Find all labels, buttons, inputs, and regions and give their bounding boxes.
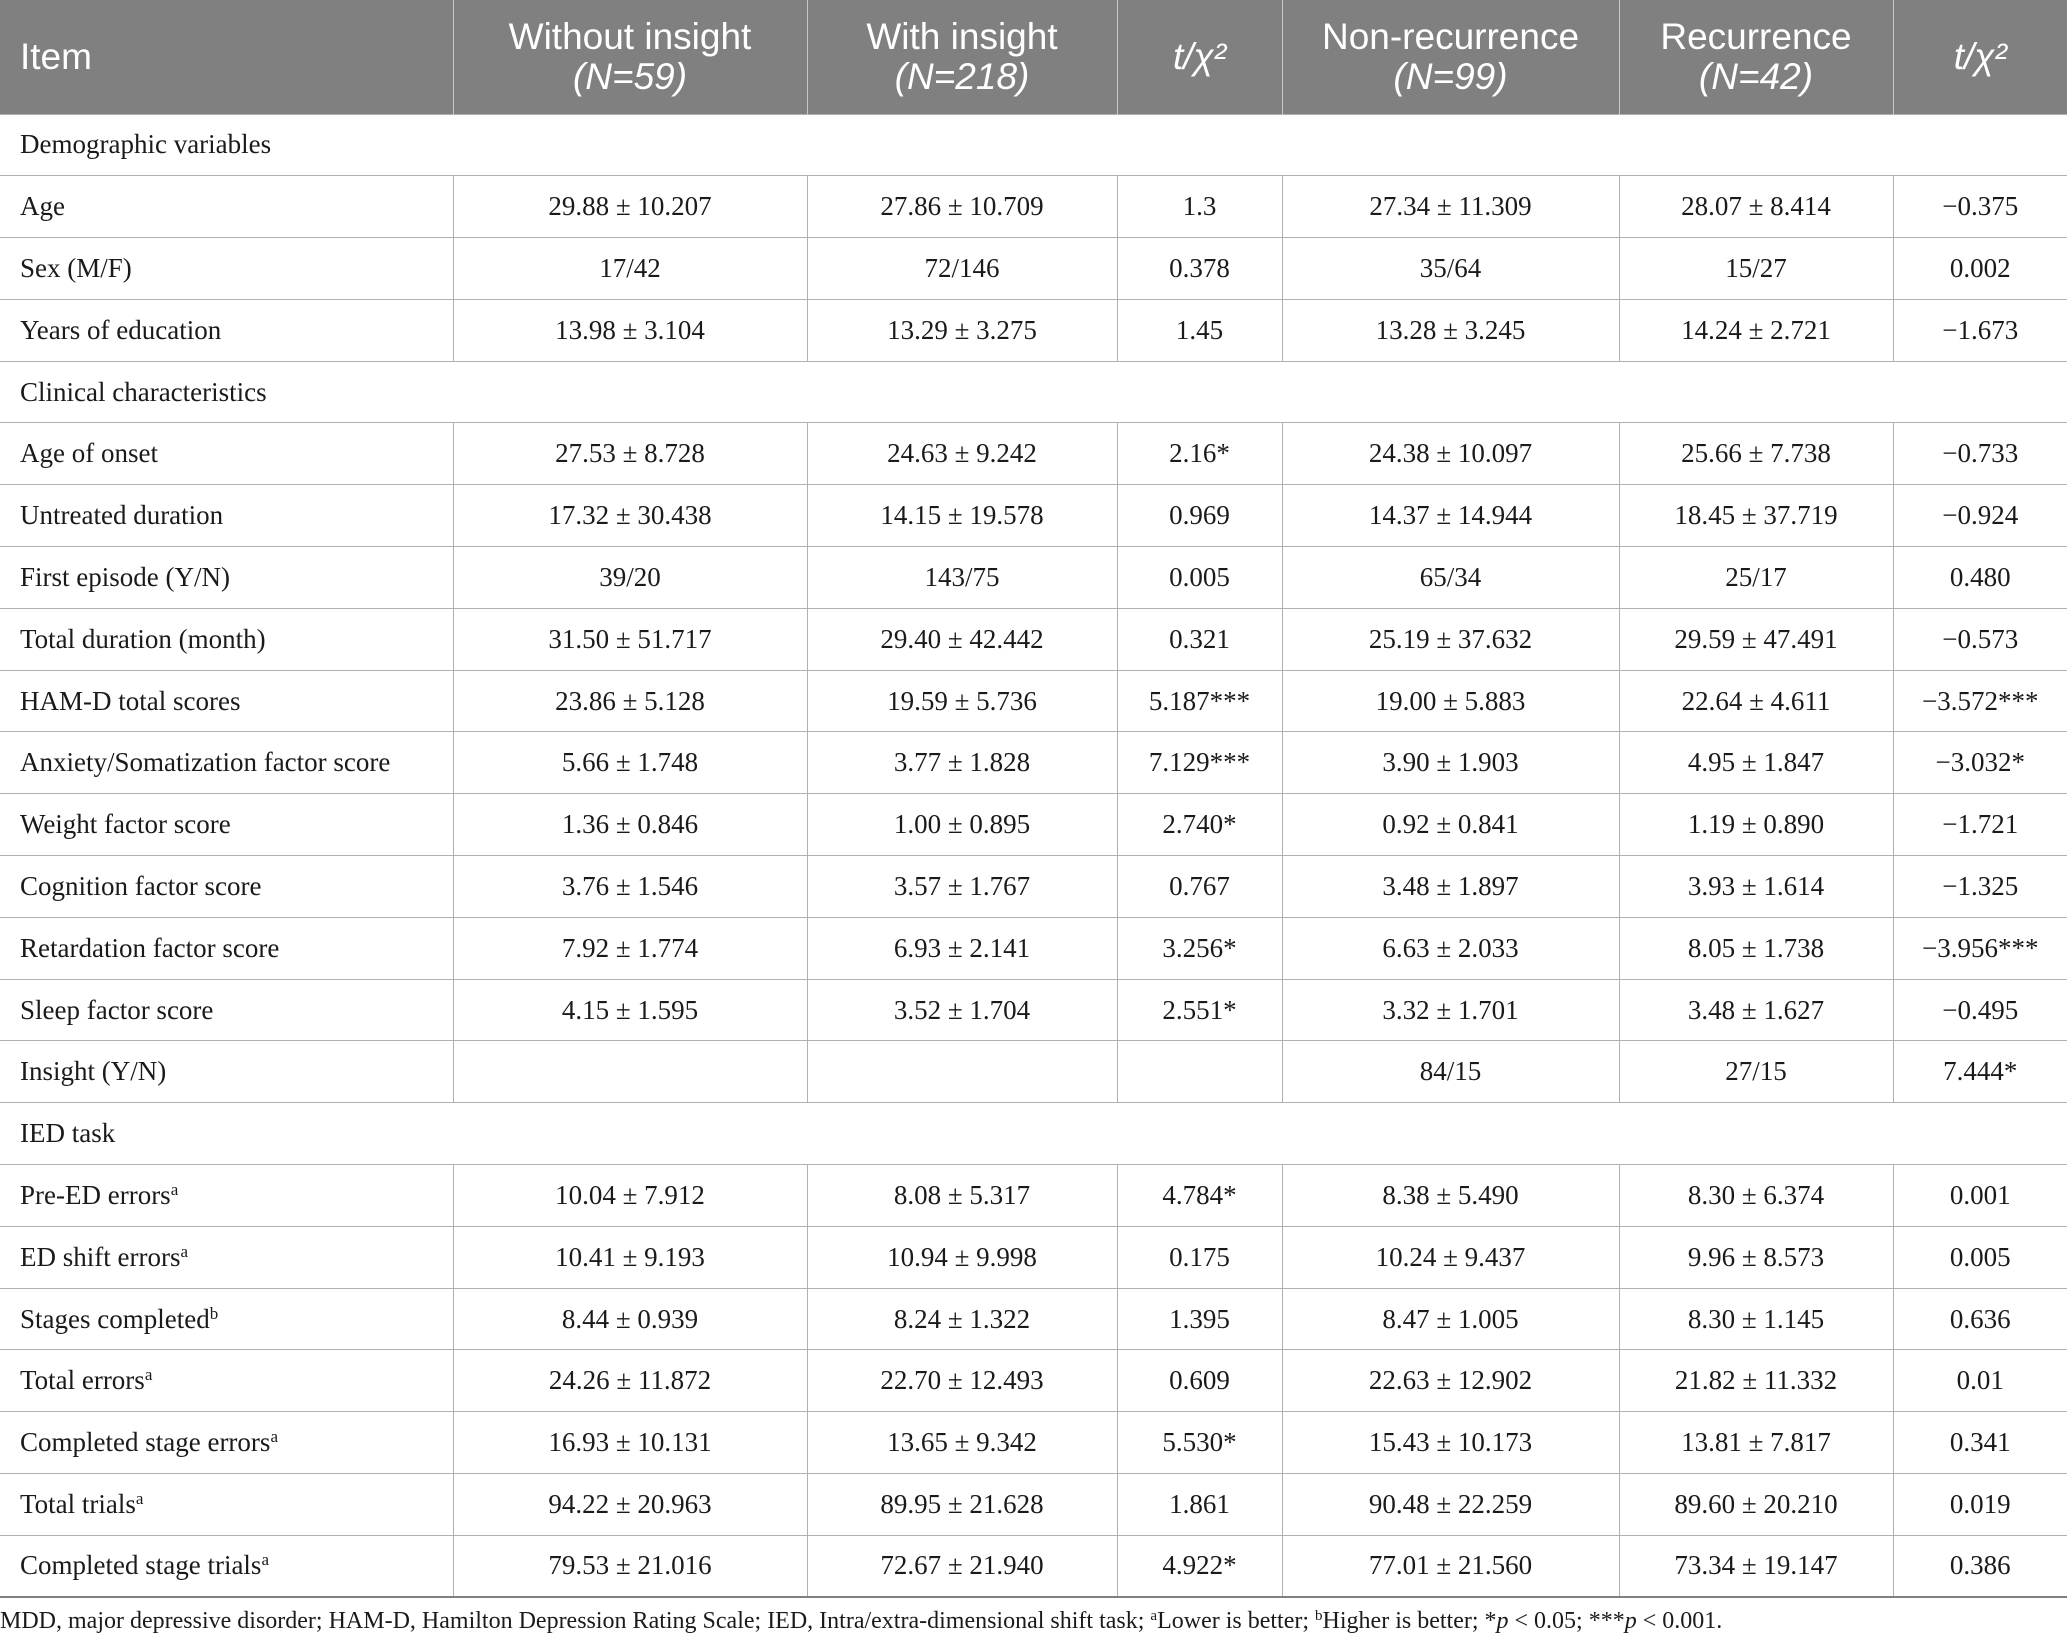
row-label (0, 547, 453, 609)
row-label (0, 176, 453, 238)
row-label-text: HAM-D total scores (20, 685, 241, 716)
footnote-p1-text: < 0.05; *** (1508, 1608, 1625, 1634)
table-row (0, 1474, 2067, 1536)
header-non-recurrence: Non-recurrence (N=99) (1282, 0, 1619, 114)
table-cell: 23.86 ± 5.128 (453, 670, 807, 732)
table-cell: 0.175 (1117, 1226, 1282, 1288)
row-label-text: First episode (Y/N) (20, 561, 230, 592)
table-cell: 3.90 ± 1.903 (1282, 732, 1619, 794)
table-row (0, 1412, 2067, 1474)
table-cell: 8.30 ± 6.374 (1619, 1165, 1893, 1227)
table-row (0, 856, 2067, 918)
table-cell: 27.86 ± 10.709 (807, 176, 1117, 238)
row-label (0, 856, 453, 918)
row-label-superscript: b (209, 1303, 219, 1323)
table-cell: −0.495 (1893, 979, 2067, 1041)
table-footnote (0, 1608, 2067, 1635)
table-cell: 9.96 ± 8.573 (1619, 1226, 1893, 1288)
table-cell: 77.01 ± 21.560 (1282, 1535, 1619, 1597)
table-cell: 13.28 ± 3.245 (1282, 299, 1619, 361)
table-cell: −1.325 (1893, 856, 2067, 918)
row-label-text: Total errors (20, 1365, 145, 1396)
table-cell: 1.19 ± 0.890 (1619, 794, 1893, 856)
table-cell: 84/15 (1282, 1041, 1619, 1103)
table-cell: 24.26 ± 11.872 (453, 1350, 807, 1412)
footnote-sup-a: a (1150, 1608, 1158, 1624)
table-cell: 89.95 ± 21.628 (807, 1474, 1117, 1536)
table-cell: 1.861 (1117, 1474, 1282, 1536)
row-label (0, 1474, 453, 1536)
row-label-text: Total trials (20, 1488, 136, 1519)
footnote-p-symbol: p (1624, 1608, 1637, 1634)
table-cell: 4.15 ± 1.595 (453, 979, 807, 1041)
row-label-superscript: a (144, 1365, 153, 1385)
row-label (0, 1412, 453, 1474)
header-with-insight: With insight (N=218) (807, 0, 1117, 114)
table-row (0, 1535, 2067, 1597)
table-cell: 8.38 ± 5.490 (1282, 1165, 1619, 1227)
table-row (0, 1350, 2067, 1412)
footnote-p-symbol: p (1496, 1608, 1509, 1634)
table-cell: −1.673 (1893, 299, 2067, 361)
footnote-a-text: Lower is better; (1157, 1608, 1316, 1634)
table-row (0, 1288, 2067, 1350)
table-cell: 143/75 (807, 547, 1117, 609)
table-cell: 22.63 ± 12.902 (1282, 1350, 1619, 1412)
table-cell: 0.341 (1893, 1412, 2067, 1474)
table-cell: 0.609 (1117, 1350, 1282, 1412)
row-label-superscript: a (170, 1179, 179, 1199)
table-cell: 22.64 ± 4.611 (1619, 670, 1893, 732)
row-label-text: Years of education (20, 314, 222, 345)
table-cell: 13.29 ± 3.275 (807, 299, 1117, 361)
row-label-text: Weight factor score (20, 809, 231, 840)
table-cell: 0.001 (1893, 1165, 2067, 1227)
table-cell: 1.45 (1117, 299, 1282, 361)
table-cell: −0.375 (1893, 176, 2067, 238)
table-cell: 24.38 ± 10.097 (1282, 423, 1619, 485)
row-label (0, 670, 453, 732)
table-row (0, 917, 2067, 979)
table-cell: 3.77 ± 1.828 (807, 732, 1117, 794)
table-cell: 27.53 ± 8.728 (453, 423, 807, 485)
section-label: Demographic variables (0, 114, 2067, 176)
table-cell (807, 1041, 1117, 1103)
table-row (0, 299, 2067, 361)
row-label-text: Total duration (month) (20, 623, 266, 654)
table-cell: 89.60 ± 20.210 (1619, 1474, 1893, 1536)
row-label-text: Retardation factor score (20, 932, 280, 963)
row-label-text: Pre-ED errors (20, 1179, 171, 1210)
table-cell: 3.93 ± 1.614 (1619, 856, 1893, 918)
table-row (0, 547, 2067, 609)
table-cell: 25.66 ± 7.738 (1619, 423, 1893, 485)
table-cell: 0.480 (1893, 547, 2067, 609)
table-cell: 3.76 ± 1.546 (453, 856, 807, 918)
table-cell: 14.15 ± 19.578 (807, 485, 1117, 547)
section-row (0, 1103, 2067, 1165)
table-cell: 94.22 ± 20.963 (453, 1474, 807, 1536)
table-cell: 3.52 ± 1.704 (807, 979, 1117, 1041)
table-cell: 1.36 ± 0.846 (453, 794, 807, 856)
table-row (0, 794, 2067, 856)
table-cell: 0.636 (1893, 1288, 2067, 1350)
row-label (0, 1350, 453, 1412)
table-cell: 72/146 (807, 238, 1117, 300)
table-cell: 2.551* (1117, 979, 1282, 1041)
row-label-text: Sleep factor score (20, 994, 214, 1025)
table-cell: 10.94 ± 9.998 (807, 1226, 1117, 1288)
row-label (0, 794, 453, 856)
header-stat-1: t/χ² (1117, 0, 1282, 114)
row-label (0, 1288, 453, 1350)
table-cell: 25.19 ± 37.632 (1282, 608, 1619, 670)
table-cell: 1.00 ± 0.895 (807, 794, 1117, 856)
table-cell: −0.733 (1893, 423, 2067, 485)
table-cell: 19.00 ± 5.883 (1282, 670, 1619, 732)
section-label: IED task (0, 1103, 2067, 1165)
row-label-text: Age (20, 191, 65, 222)
footnote-main: MDD, major depressive disorder; HAM-D, Hamilton Depression Rating Scale; IED, Intra/extra-dimensional shift task; (0, 1608, 1151, 1634)
row-label-text: Untreated duration (20, 500, 224, 531)
table-cell: 3.256* (1117, 917, 1282, 979)
header-stat-2: t/χ² (1893, 0, 2067, 114)
table-cell: 8.44 ± 0.939 (453, 1288, 807, 1350)
table-cell: 90.48 ± 22.259 (1282, 1474, 1619, 1536)
table-cell: 0.005 (1893, 1226, 2067, 1288)
header-item: Item (0, 0, 453, 114)
table-cell: 21.82 ± 11.332 (1619, 1350, 1893, 1412)
table-cell: 14.37 ± 14.944 (1282, 485, 1619, 547)
table-row (0, 732, 2067, 794)
header-without-insight: Without insight (N=59) (453, 0, 807, 114)
table-row (0, 423, 2067, 485)
table-cell: −1.721 (1893, 794, 2067, 856)
table-cell: 6.93 ± 2.141 (807, 917, 1117, 979)
table-cell: 4.784* (1117, 1165, 1282, 1227)
table-cell: 2.16* (1117, 423, 1282, 485)
table-cell: 14.24 ± 2.721 (1619, 299, 1893, 361)
table-cell: 17.32 ± 30.438 (453, 485, 807, 547)
table-row (0, 485, 2067, 547)
table-cell: 5.66 ± 1.748 (453, 732, 807, 794)
table-cell: 0.386 (1893, 1535, 2067, 1597)
table-cell: 2.740* (1117, 794, 1282, 856)
table-cell: 7.444* (1893, 1041, 2067, 1103)
table-cell: 0.002 (1893, 238, 2067, 300)
table-cell: 0.767 (1117, 856, 1282, 918)
row-label (0, 979, 453, 1041)
table-cell: 1.395 (1117, 1288, 1282, 1350)
table-cell: −3.032* (1893, 732, 2067, 794)
table-cell: 17/42 (453, 238, 807, 300)
table-cell: 72.67 ± 21.940 (807, 1535, 1117, 1597)
table-cell: 29.59 ± 47.491 (1619, 608, 1893, 670)
section-row (0, 114, 2067, 176)
row-label-superscript: a (180, 1241, 189, 1261)
table-cell: 3.57 ± 1.767 (807, 856, 1117, 918)
row-label (0, 1535, 453, 1597)
row-label (0, 1165, 453, 1227)
table-cell: 39/20 (453, 547, 807, 609)
table-cell: 31.50 ± 51.717 (453, 608, 807, 670)
table-cell: 6.63 ± 2.033 (1282, 917, 1619, 979)
table-cell: 8.05 ± 1.738 (1619, 917, 1893, 979)
table-cell: 16.93 ± 10.131 (453, 1412, 807, 1474)
table-header (0, 0, 2067, 114)
row-label (0, 732, 453, 794)
section-row (0, 361, 2067, 423)
table-cell: 0.378 (1117, 238, 1282, 300)
row-label-superscript: a (270, 1427, 278, 1447)
table-cell: 13.98 ± 3.104 (453, 299, 807, 361)
row-label-text: Stages completed (20, 1303, 210, 1334)
table-row (0, 238, 2067, 300)
table-cell: 24.63 ± 9.242 (807, 423, 1117, 485)
row-label-text: ED shift errors (20, 1241, 181, 1272)
table-cell: 0.92 ± 0.841 (1282, 794, 1619, 856)
table-cell: 19.59 ± 5.736 (807, 670, 1117, 732)
row-label-text: Anxiety/Somatization factor score (20, 747, 391, 778)
table-cell: 10.41 ± 9.193 (453, 1226, 807, 1288)
section-label: Clinical characteristics (0, 361, 2067, 423)
table-cell: 3.48 ± 1.627 (1619, 979, 1893, 1041)
table-cell: 15.43 ± 10.173 (1282, 1412, 1619, 1474)
header-recurrence: Recurrence (N=42) (1619, 0, 1893, 114)
footnote-sup-b: b (1315, 1608, 1323, 1624)
table-cell: −3.956*** (1893, 917, 2067, 979)
table-cell: 4.95 ± 1.847 (1619, 732, 1893, 794)
table-row (0, 176, 2067, 238)
table-cell: 10.24 ± 9.437 (1282, 1226, 1619, 1288)
table-row (0, 608, 2067, 670)
table-cell (1117, 1041, 1282, 1103)
table-cell: 13.81 ± 7.817 (1619, 1412, 1893, 1474)
table-cell: 8.47 ± 1.005 (1282, 1288, 1619, 1350)
header-row (0, 0, 2067, 114)
table-cell: 1.3 (1117, 176, 1282, 238)
table-cell: 27.34 ± 11.309 (1282, 176, 1619, 238)
table-cell: 8.24 ± 1.322 (807, 1288, 1117, 1350)
table-row (0, 979, 2067, 1041)
table-cell: 3.32 ± 1.701 (1282, 979, 1619, 1041)
table-cell: 73.34 ± 19.147 (1619, 1535, 1893, 1597)
table-cell: −0.573 (1893, 608, 2067, 670)
row-label-superscript: a (261, 1550, 269, 1570)
table-cell: 65/34 (1282, 547, 1619, 609)
row-label (0, 299, 453, 361)
table-cell: 7.129*** (1117, 732, 1282, 794)
row-label-text: Cognition factor score (20, 870, 262, 901)
table-cell: 0.019 (1893, 1474, 2067, 1536)
table-cell: 15/27 (1619, 238, 1893, 300)
row-label (0, 485, 453, 547)
table-cell: 8.08 ± 5.317 (807, 1165, 1117, 1227)
table-cell: 18.45 ± 37.719 (1619, 485, 1893, 547)
table-cell: 0.321 (1117, 608, 1282, 670)
table-row (0, 1165, 2067, 1227)
table-cell: 13.65 ± 9.342 (807, 1412, 1117, 1474)
row-label-text: Completed stage trials (20, 1550, 262, 1581)
table-cell: 22.70 ± 12.493 (807, 1350, 1117, 1412)
row-label (0, 238, 453, 300)
row-label-text: Sex (M/F) (20, 252, 132, 283)
table-cell: −3.572*** (1893, 670, 2067, 732)
table-cell: 0.01 (1893, 1350, 2067, 1412)
row-label-text: Age of onset (20, 438, 158, 469)
row-label (0, 1041, 453, 1103)
row-label (0, 1226, 453, 1288)
table-cell: 28.07 ± 8.414 (1619, 176, 1893, 238)
row-label (0, 917, 453, 979)
footnote-p2-text: < 0.001. (1636, 1608, 1723, 1634)
table-cell: −0.924 (1893, 485, 2067, 547)
table-cell: 29.40 ± 42.442 (807, 608, 1117, 670)
table-row (0, 1041, 2067, 1103)
table-body (0, 114, 2067, 1597)
table-row (0, 1226, 2067, 1288)
table-cell: 35/64 (1282, 238, 1619, 300)
table-cell: 10.04 ± 7.912 (453, 1165, 807, 1227)
table-cell: 5.530* (1117, 1412, 1282, 1474)
table-cell: 79.53 ± 21.016 (453, 1535, 807, 1597)
table-cell: 0.969 (1117, 485, 1282, 547)
table-cell: 7.92 ± 1.774 (453, 917, 807, 979)
table-cell: 0.005 (1117, 547, 1282, 609)
table-cell: 8.30 ± 1.145 (1619, 1288, 1893, 1350)
table-cell: 29.88 ± 10.207 (453, 176, 807, 238)
row-label-text: Completed stage errors (20, 1427, 271, 1458)
row-label (0, 423, 453, 485)
row-label (0, 608, 453, 670)
table-cell: 27/15 (1619, 1041, 1893, 1103)
table-row (0, 670, 2067, 732)
table-cell: 4.922* (1117, 1535, 1282, 1597)
row-label-superscript: a (135, 1488, 144, 1508)
table-cell: 25/17 (1619, 547, 1893, 609)
footnote-b-text: Higher is better; * (1322, 1608, 1497, 1634)
table-cell: 3.48 ± 1.897 (1282, 856, 1619, 918)
table-cell (453, 1041, 807, 1103)
table-cell: 5.187*** (1117, 670, 1282, 732)
row-label-text: Insight (Y/N) (20, 1056, 167, 1087)
